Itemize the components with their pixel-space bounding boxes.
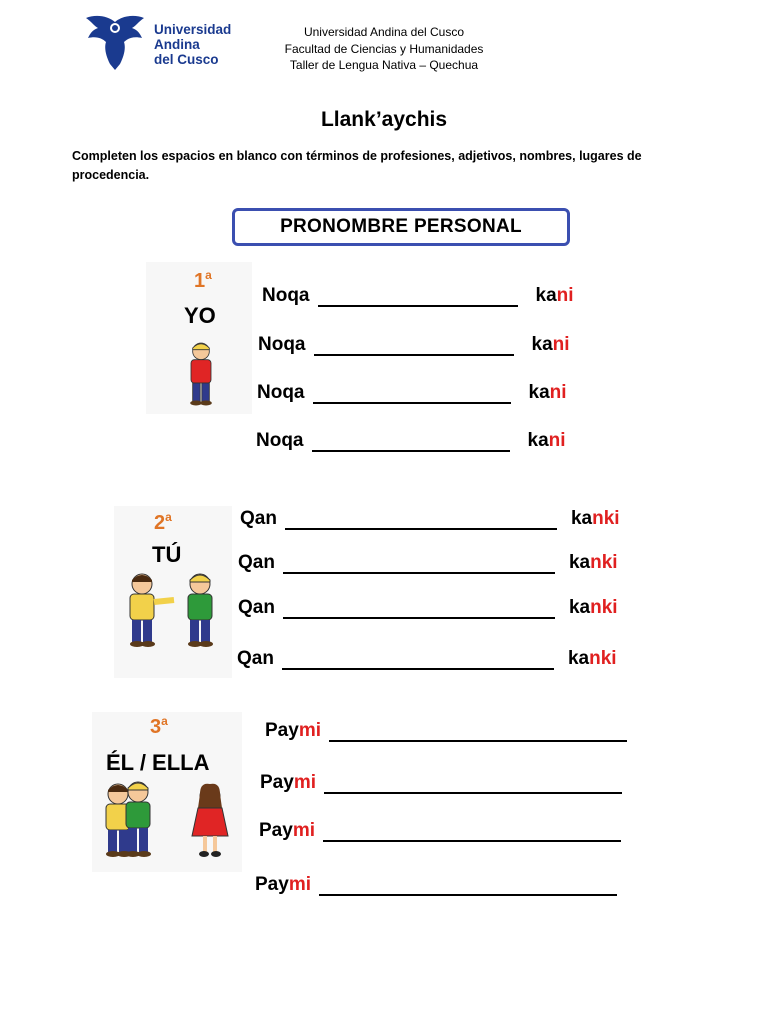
row-suffix <box>569 552 618 574</box>
section-2-number-ordinal: a <box>165 510 172 524</box>
section-box-pronombre-personal: PRONOMBRE PERSONAL <box>232 208 570 246</box>
yo-row-2 <box>258 332 570 356</box>
row-word <box>265 720 321 742</box>
section-2-number-digit: 2 <box>154 512 166 534</box>
blank-input-line[interactable] <box>324 774 622 794</box>
suffix-black: ka <box>568 552 591 573</box>
suffix-black: ka <box>570 508 593 529</box>
university-logo-text <box>154 22 231 67</box>
university-logo-eagle-icon <box>84 14 146 70</box>
row-word: Qan <box>238 552 275 573</box>
boys-and-girl-icon <box>100 780 230 860</box>
section-3-number <box>150 714 168 739</box>
instructions-text: Completen los espacios en blanco con términos de profesiones, adjetivos, nombres, lugares de procedencia. <box>72 149 642 182</box>
word-red: mi <box>293 772 316 793</box>
suffix-red: nki <box>590 597 618 618</box>
suffix-black: ka <box>531 334 553 355</box>
suffix-red: nki <box>589 648 617 669</box>
header-text <box>240 24 528 74</box>
two-boys-pointing-icon <box>122 570 222 650</box>
row-suffix <box>568 648 617 670</box>
row-suffix <box>529 382 567 404</box>
blank-input-line[interactable] <box>329 722 627 742</box>
section-1-pronoun-label: YO <box>184 303 216 328</box>
el-ella-row-2 <box>260 770 622 794</box>
blank-input-line[interactable] <box>318 287 518 307</box>
header-line-faculty: Facultad de Ciencias y Humanidades <box>284 41 484 56</box>
word-black: Pay <box>259 820 293 841</box>
el-ella-row-1 <box>265 718 627 742</box>
row-suffix <box>528 430 566 452</box>
suffix-black: ka <box>568 597 591 618</box>
tu-row-4 <box>237 646 617 670</box>
tu-row-1 <box>240 506 620 530</box>
row-word: Noqa <box>258 334 306 355</box>
row-suffix <box>571 508 620 530</box>
blank-input-line[interactable] <box>319 876 617 896</box>
yo-row-1 <box>262 283 574 307</box>
blank-input-line[interactable] <box>313 384 511 404</box>
suffix-red: ni <box>556 285 574 306</box>
logo-line-3: del Cusco <box>154 52 219 67</box>
tu-row-2 <box>238 550 618 574</box>
suffix-red: ni <box>552 334 570 355</box>
page-title: Llank’aychis <box>320 108 448 131</box>
row-word: Qan <box>238 597 275 618</box>
word-black: Pay <box>265 720 299 741</box>
logo-line-2: Andina <box>154 37 200 52</box>
section-2-number <box>154 510 172 535</box>
blank-input-line[interactable] <box>312 432 510 452</box>
header-line-workshop: Taller de Lengua Nativa – Quechua <box>289 58 479 72</box>
row-word: Qan <box>240 508 277 529</box>
suffix-black: ka <box>528 382 550 403</box>
blank-input-line[interactable] <box>314 336 514 356</box>
suffix-red: nki <box>590 552 618 573</box>
blank-input-line[interactable] <box>283 599 555 619</box>
suffix-red: ni <box>548 430 566 451</box>
suffix-black: ka <box>567 648 590 669</box>
section-1-number <box>194 268 212 293</box>
row-word: Noqa <box>262 285 310 306</box>
yo-row-4 <box>256 428 566 452</box>
suffix-black: ka <box>535 285 557 306</box>
section-2-pronoun-label: TÚ <box>152 542 182 567</box>
section-1-number-digit: 1 <box>194 270 206 292</box>
row-word <box>255 874 311 896</box>
suffix-red: ni <box>549 382 567 403</box>
word-red: mi <box>298 720 321 741</box>
row-suffix <box>536 285 574 307</box>
row-word: Qan <box>237 648 274 669</box>
tu-row-3 <box>238 595 618 619</box>
blank-input-line[interactable] <box>283 554 555 574</box>
row-suffix <box>569 597 618 619</box>
word-black: Pay <box>260 772 294 793</box>
row-word: Noqa <box>257 382 305 403</box>
blank-input-line[interactable] <box>285 510 557 530</box>
row-word: Noqa <box>256 430 304 451</box>
section-3-number-digit: 3 <box>150 716 162 738</box>
blank-input-line[interactable] <box>282 650 554 670</box>
el-ella-row-4 <box>255 872 617 896</box>
header-line-university: Universidad Andina del Cusco <box>303 25 465 39</box>
section-3-pronoun-label: ÉL / ELLA <box>106 750 210 775</box>
row-word <box>259 820 315 842</box>
blank-input-line[interactable] <box>323 822 621 842</box>
yo-row-3 <box>257 380 567 404</box>
boy-pointing-self-icon <box>176 334 226 412</box>
word-red: mi <box>288 874 311 895</box>
el-ella-row-3 <box>259 818 621 842</box>
section-3-number-ordinal: a <box>161 714 168 728</box>
logo-line-1: Universidad <box>154 22 232 37</box>
section-1-number-ordinal: a <box>205 268 212 282</box>
row-suffix <box>532 334 570 356</box>
row-word <box>260 772 316 794</box>
word-red: mi <box>292 820 315 841</box>
suffix-black: ka <box>527 430 549 451</box>
word-black: Pay <box>255 874 289 895</box>
suffix-red: nki <box>592 508 620 529</box>
